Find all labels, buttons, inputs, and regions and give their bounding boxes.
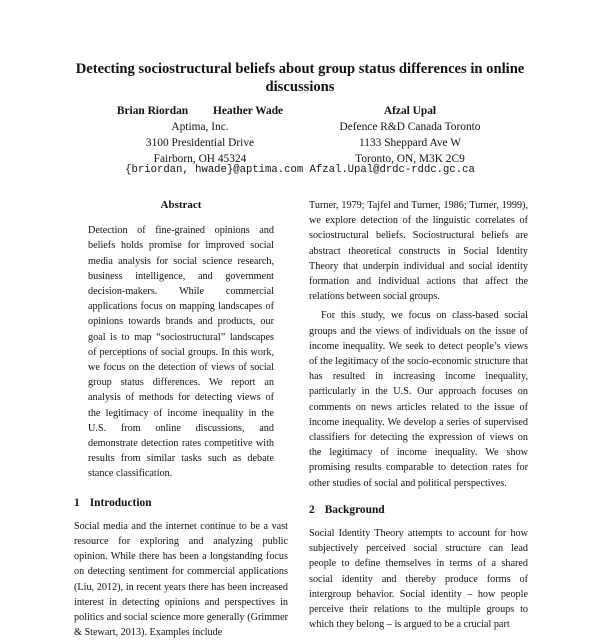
abstract-text: Detection of fine-grained opinions and beliefs holds promise for improved social media analysis for social science research, business intelligence, and government decision-makers. While commercial applications focus on mapping landscapes of opinions towards brands and products, our goal is to map “sociostructural” landscapes of perceptions of social groups. In this work, we focus on the detection of views of social group status differences. We report an analysis of methods for detecting views of the legitimacy of income inequality in the U.S. from online discussions, and demonstrate detection rates competitive with results from similar tasks such as debate stance classification.	[88, 225, 274, 480]
author-city: Fairborn, OH 45324	[153, 153, 247, 165]
intro-paragraph-continued: Turner, 1979; Tajfel and Turner, 1986; Turner, 1999), we explore detection of the linguistic correlates of sociostructural beliefs. Sociostructural beliefs are abstract theoretical constructs in Social Identity Theory that underpin individual and social identity formation and individual actions that affect the relations between social groups.	[309, 200, 528, 303]
author-org: Defence R&D Canada Toronto	[339, 121, 481, 133]
section-heading-introduction	[74, 496, 288, 511]
author-block-drdc	[310, 103, 510, 167]
background-paragraph: Social Identity Theory attempts to account for how subjectively perceived social structure can lead people to define themselves in terms of a shared social identity and thereby produce forms of intergroup behavior. Social identity – how people perceive their relations to the multiple groups to which they belong – is argued to be a crucial part	[309, 528, 528, 631]
intro-paragraph: Social media and the internet continue to be a vast resource for exploring and analyzing public opinion. While there has been a longstanding focus on detecting sentiment for commercial applications (Liu, 2012), in recent years there has been increased interest in detecting opinions and perspectives in politics and social science more generally (Grimmer & Stewart, 2013). Examples include	[74, 520, 288, 639]
abstract-heading: Abstract	[160, 199, 202, 211]
section-title: Background	[324, 503, 385, 516]
author-street: 3100 Presidential Drive	[145, 137, 255, 149]
author-name-upal: Afzal Upal	[383, 105, 437, 117]
section-heading-background	[309, 503, 528, 518]
section-title: Introduction	[89, 496, 152, 509]
paper-title: Detecting sociostructural beliefs about group status differences in online discussions	[75, 61, 525, 95]
author-block-aptima	[100, 103, 300, 167]
right-column	[309, 198, 528, 632]
author-street: 1133 Sheppard Ave W	[359, 137, 461, 149]
intro-paragraph-study: For this study, we focus on class-based social groups and the views of individuals on the issue of income inequality. We seek to detect people’s views of the legitimacy of the socio-economic structure that has resulted in increasing income inequality, particularly in the U.S. Our approach focuses on comments on news articles related to the issue of income inequality. We develop a series of supervised classifiers for detecting the expression of views on the legitimacy of income inequality. We show promising results comparable to detection rates for other studies of social and political perspectives.	[309, 310, 528, 489]
author-org: Aptima, Inc.	[171, 121, 229, 133]
author-names	[100, 103, 300, 119]
left-column	[74, 198, 288, 640]
author-name-riordan: Brian Riordan	[116, 105, 189, 117]
author-city: Toronto, ON, M3K 2C9	[355, 153, 465, 165]
section-number: 2	[309, 503, 315, 516]
section-number: 1	[74, 496, 80, 509]
author-name-wade: Heather Wade	[212, 105, 284, 117]
author-emails: {briordan, hwade}@aptima.com Afzal.Upal@drdc-rddc.gc.ca	[125, 164, 475, 176]
